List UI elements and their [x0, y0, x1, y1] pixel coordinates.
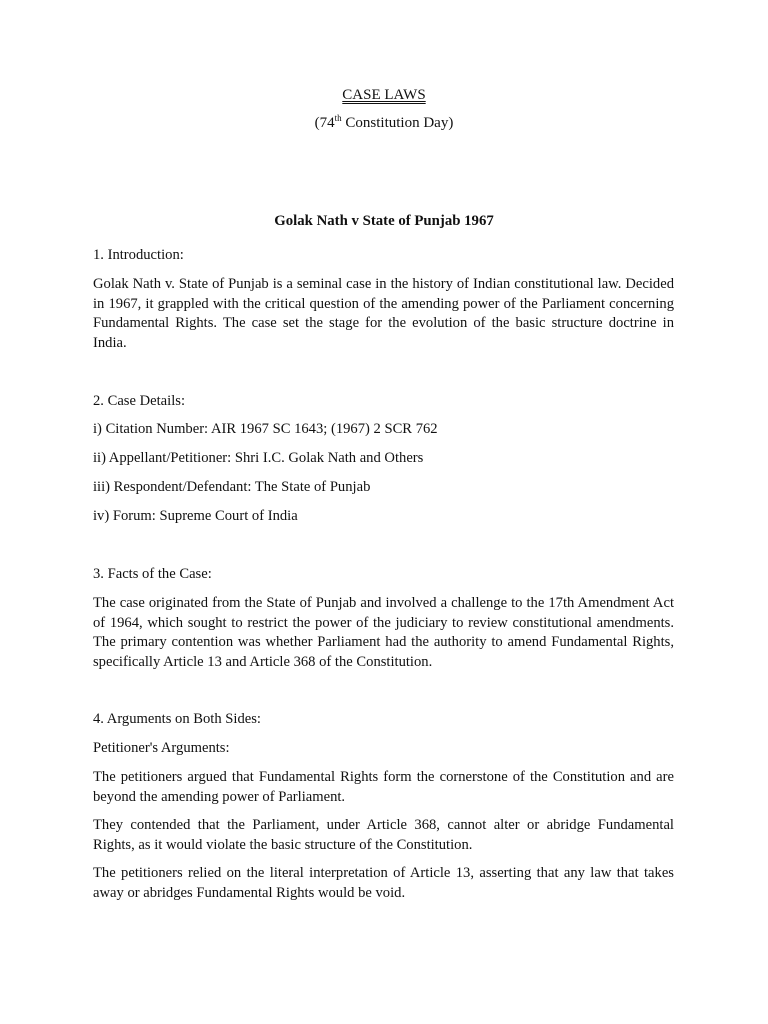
petitioner-arguments-subheading: Petitioner's Arguments: [93, 740, 230, 756]
introduction-paragraph: Golak Nath v. State of Punjab is a seminal case in the history of Indian constitutional law. Decided in 1967, it grappled with the critical question of the amending power of the Parliament concerning Fundamental Rights. The case set the stage for the evolution of the basic structure doctrine in India. [93, 276, 674, 351]
document-subtitle [0, 115, 768, 132]
document-title [0, 87, 768, 104]
case-detail-citation: i) Citation Number: AIR 1967 SC 1643; (1967) 2 SCR 762 [93, 421, 438, 437]
case-detail-respondent: iii) Respondent/Defendant: The State of Punjab [93, 479, 371, 495]
case-detail-forum: iv) Forum: Supreme Court of India [93, 508, 298, 524]
case-details-heading: 2. Case Details: [93, 393, 186, 409]
document-title-text: CASE LAWS [342, 87, 426, 103]
facts-paragraph: The case originated from the State of Punjab and involved a challenge to the 17th Amendment Act of 1964, which sought to restrict the power of the judiciary to review constitutional amendments. The primary contention was whether Parliament had the authority to amend Fundamental Rights, specifically Article 13 and Article 368 of the Constitution. [93, 595, 674, 670]
case-detail-appellant: ii) Appellant/Petitioner: Shri I.C. Golak Nath and Others [93, 450, 424, 466]
argument-paragraph-2: They contended that the Parliament, under Article 368, cannot alter or abridge Fundamental Rights, as it would violate the basic structure of the Constitution. [93, 817, 674, 853]
subtitle-superscript: th [334, 113, 342, 123]
case-heading: Golak Nath v State of Punjab 1967 [274, 213, 494, 229]
subtitle-suffix: Constitution Day) [341, 115, 454, 131]
introduction-heading: 1. Introduction: [93, 247, 184, 263]
facts-heading: 3. Facts of the Case: [93, 566, 212, 582]
arguments-heading: 4. Arguments on Both Sides: [93, 711, 261, 727]
argument-paragraph-3: The petitioners relied on the literal interpretation of Article 13, asserting that any law that takes away or abridges Fundamental Rights would be void. [93, 865, 674, 901]
argument-paragraph-1: The petitioners argued that Fundamental Rights form the cornerstone of the Constitution and are beyond the amending power of Parliament. [93, 769, 674, 805]
subtitle-prefix: (74 [314, 115, 335, 131]
